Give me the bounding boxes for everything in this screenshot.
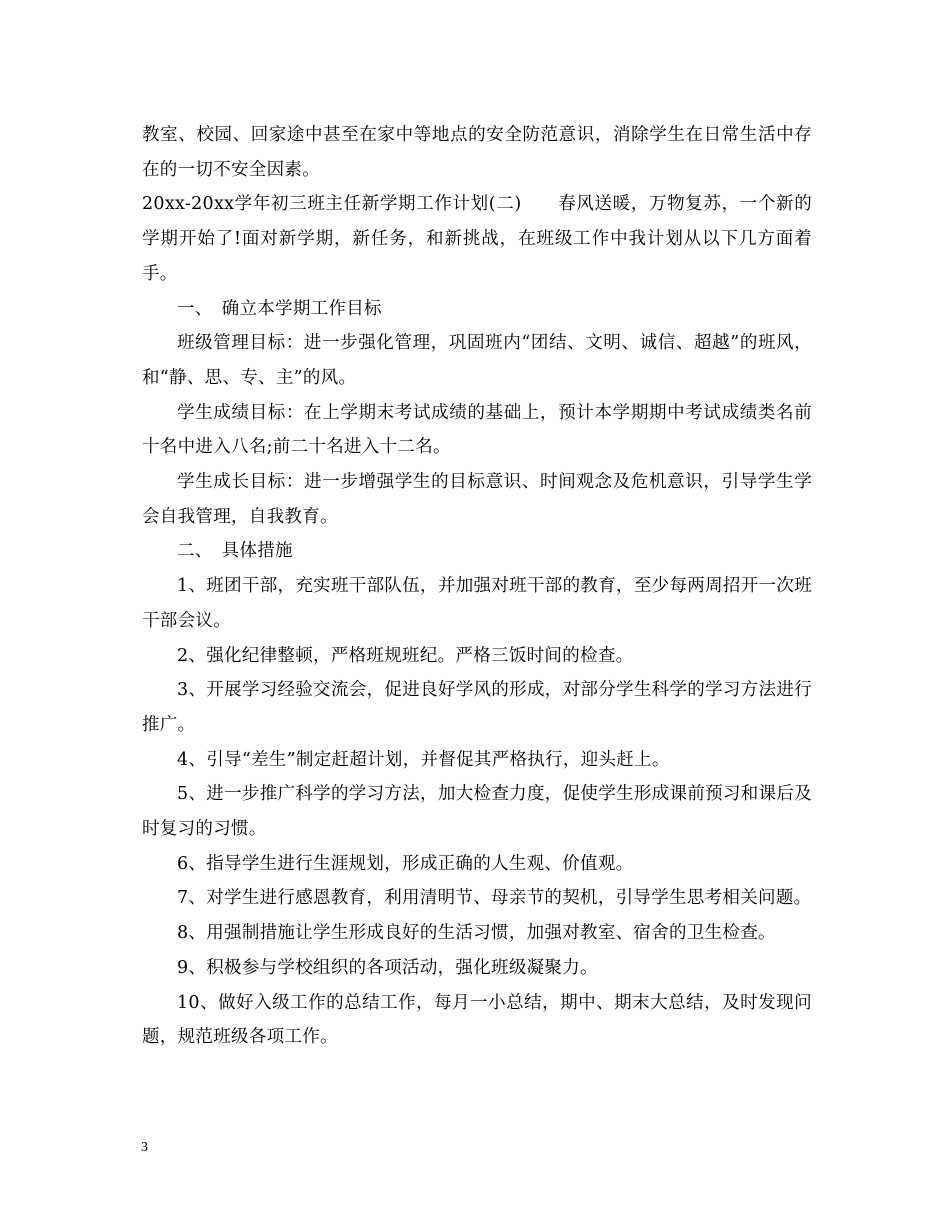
measure-item-1: 1、班团干部，充实班干部队伍，并加强对班干部的教育，至少每两周招开一次班干部会议。 xyxy=(142,576,812,631)
paragraph-safety-continuation: 教室、校园、回家途中甚至在家中等地点的安全防范意识，消除学生在日常生活中存在的一切不安全因素。 xyxy=(142,125,812,180)
paragraph-class-management-goal: 班级管理目标：进一步强化管理，巩固班内“团结、文明、诚信、超越”的班风，和“静、思、专、主”的风。 xyxy=(142,333,812,388)
measure-item-10: 10、做好入级工作的总结工作，每月一小总结，期中、期末大总结，及时发现问题，规范班级各项工作。 xyxy=(142,992,812,1048)
measure-item-2: 2、强化纪律整顿，严格班规班纪。严格三饭时间的检查。 xyxy=(177,645,634,666)
paragraph-growth-goal: 学生成长目标：进一步增强学生的目标意识、时间观念及危机意识，引导学生学会自我管理，自我教育。 xyxy=(142,472,812,527)
measure-item-8: 8、用强制措施让学生形成良好的生活习惯，加强对教室、宿舍的卫生检查。 xyxy=(177,923,776,944)
measure-item-9: 9、积极参与学校组织的各项活动，强化班级凝聚力。 xyxy=(177,957,598,978)
measure-item-3: 3、开展学习经验交流会，促进良好学风的形成，对部分学生科学的学习方法进行推广。 xyxy=(142,680,812,735)
measure-item-5: 5、进一步推广科学的学习方法，加大检查力度，促使学生形成课前预习和课后及时复习的习惯。 xyxy=(142,784,812,840)
document-body xyxy=(142,118,812,1055)
page-number: 3 xyxy=(141,1140,148,1155)
section-heading-goals: 一、 确立本学期工作目标 xyxy=(177,298,382,319)
paragraph-plan-title-intro: 20xx-20xx学年初三班主任新学期工作计划(二) 春风送暖，万物复苏，一个新的学期开始了!面对新学期，新任务，和新挑战，在班级工作中我计划从以下几方面着手。 xyxy=(142,194,812,284)
section-heading-measures: 二、 具体措施 xyxy=(177,541,293,562)
measure-item-6: 6、指导学生进行生涯规划，形成正确的人生观、价值观。 xyxy=(177,853,634,874)
measure-item-4: 4、引导“差生”制定赶超计划，并督促其严格执行，迎头赶上。 xyxy=(177,749,670,770)
paragraph-grade-goal: 学生成绩目标：在上学期末考试成绩的基础上，预计本学期期中考试成绩类名前十名中进入八名;前二十名进入十二名。 xyxy=(142,402,812,458)
measure-item-7: 7、对学生进行感恩教育，利用清明节、母亲节的契机，引导学生思考相关问题。 xyxy=(177,888,812,909)
